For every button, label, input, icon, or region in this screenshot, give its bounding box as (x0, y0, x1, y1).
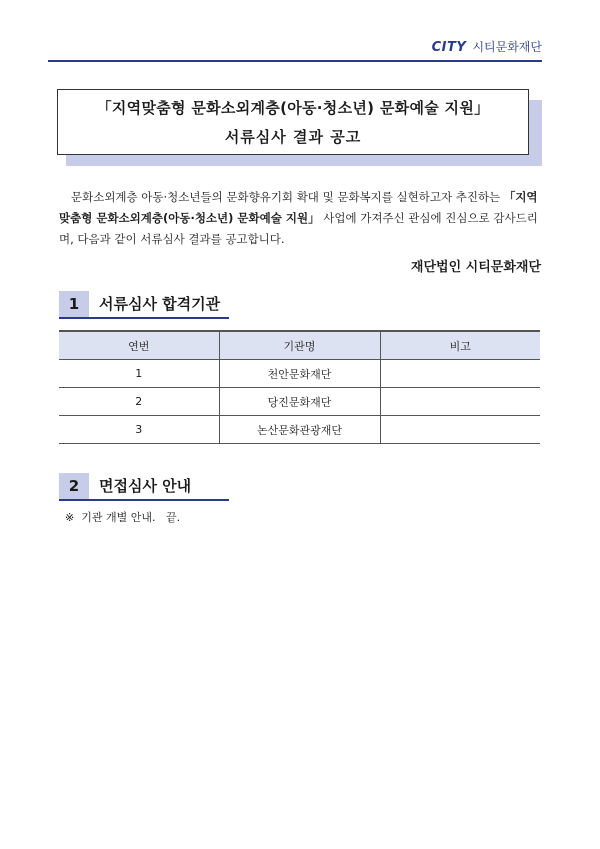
section-number: 1 (59, 291, 89, 317)
logo-city-text: CITY (431, 40, 467, 55)
page-title: 「지역맞춤형 문화소외계층(아동·청소년) 문화예술 지원」 (96, 99, 490, 117)
table-row (59, 388, 540, 416)
intro-text-1: 문화소외계층 아동·청소년들의 문화향유기회 확대 및 문화복지를 실현하고자 추진하는 (71, 190, 501, 204)
logo-foundation-name: 시티문화재단 (472, 40, 542, 54)
cell-note (380, 360, 540, 388)
cell-no: 2 (59, 388, 219, 416)
title-box (57, 89, 529, 155)
cell-name: 논산문화관광재단 (219, 416, 380, 444)
cell-name: 천안문화재단 (219, 360, 380, 388)
section-title: 면접심사 안내 (99, 477, 192, 495)
column-header-name: 기관명 (219, 331, 380, 360)
intro-paragraph (59, 187, 545, 250)
column-header-no: 연번 (59, 331, 219, 360)
section-title: 서류심사 합격기관 (99, 295, 221, 313)
cell-name: 당진문화재단 (219, 388, 380, 416)
cell-note (380, 388, 540, 416)
section-heading-1 (59, 291, 229, 317)
header-divider (48, 60, 542, 62)
table-header-row (59, 331, 540, 360)
table-row (59, 360, 540, 388)
section-heading-2 (59, 473, 229, 499)
column-header-note: 비고 (380, 331, 540, 360)
cell-no: 1 (59, 360, 219, 388)
section-number: 2 (59, 473, 89, 499)
page-subtitle: 서류심사 결과 공고 (224, 128, 362, 146)
passed-institutions-table (59, 330, 540, 444)
logo (432, 38, 542, 55)
document-header (48, 38, 542, 62)
cell-note (380, 416, 540, 444)
intro-text-2: 사업에 가져주신 관심에 진심으로 감사드리며, 다음과 같이 서류심사 결과를 공고합니다. (59, 211, 538, 246)
intro-program-name: 「지역맞춤형 문화소외계층(아동·청소년) 문화예술 지원」 (59, 190, 538, 225)
organization-name: 재단법인 시티문화재단 (410, 260, 541, 275)
section-underline (59, 499, 229, 501)
cell-no: 3 (59, 416, 219, 444)
interview-note: ※ 기관 개별 안내. 끝. (65, 511, 181, 524)
section-underline (59, 317, 229, 319)
table-row (59, 416, 540, 444)
